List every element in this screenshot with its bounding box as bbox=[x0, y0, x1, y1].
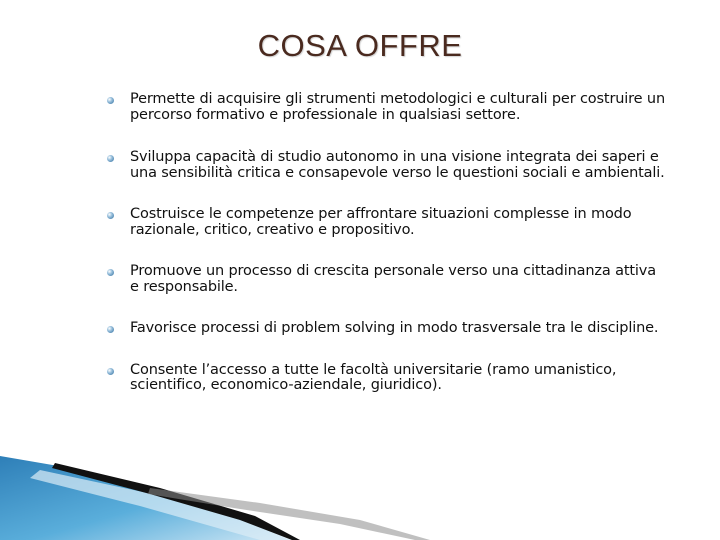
bullet-text: Promuove un processo di crescita personale verso una cittadinanza attiva e responsabile. bbox=[130, 263, 656, 295]
bullet-list bbox=[105, 90, 665, 394]
bullet-item bbox=[105, 321, 665, 337]
bullet-text: Consente l’accesso a tutte le facoltà universitarie (ramo umanistico, scientifico, economico-aziendale, giuridico). bbox=[130, 361, 617, 393]
bullet-text: Sviluppa capacità di studio autonomo in una visione integrata dei saperi e una sensibilità critica e consapevole verso le questioni sociali e ambientali. bbox=[130, 149, 665, 181]
slide-title: COSA OFFRE bbox=[257, 28, 463, 63]
bullet-item bbox=[105, 207, 665, 238]
bullet-dot-icon bbox=[107, 269, 114, 276]
bullet-dot-icon bbox=[107, 368, 114, 375]
bullet-text: Permette di acquisire gli strumenti metodologici e culturali per costruire un percorso formativo e professionale in qualsiasi settore. bbox=[130, 91, 665, 123]
bullet-dot-icon bbox=[107, 97, 114, 104]
bullet-dot-icon bbox=[107, 326, 114, 333]
bullet-text: Costruisce le competenze per affrontare situazioni complesse in modo razionale, critico, creativo e propositivo. bbox=[130, 206, 632, 238]
light-swoosh bbox=[30, 470, 300, 540]
bullet-item bbox=[105, 150, 665, 181]
bullet-dot-icon bbox=[107, 155, 114, 162]
bullet-text: Favorisce processi di problem solving in modo trasversale tra le discipline. bbox=[130, 320, 659, 336]
bullet-item bbox=[105, 92, 665, 123]
bullet-item bbox=[105, 264, 665, 295]
bullet-item bbox=[105, 363, 665, 394]
dark-swoosh bbox=[52, 463, 300, 540]
bullet-dot-icon bbox=[107, 212, 114, 219]
blue-swoosh bbox=[0, 456, 290, 540]
grey-swoosh bbox=[148, 488, 430, 540]
